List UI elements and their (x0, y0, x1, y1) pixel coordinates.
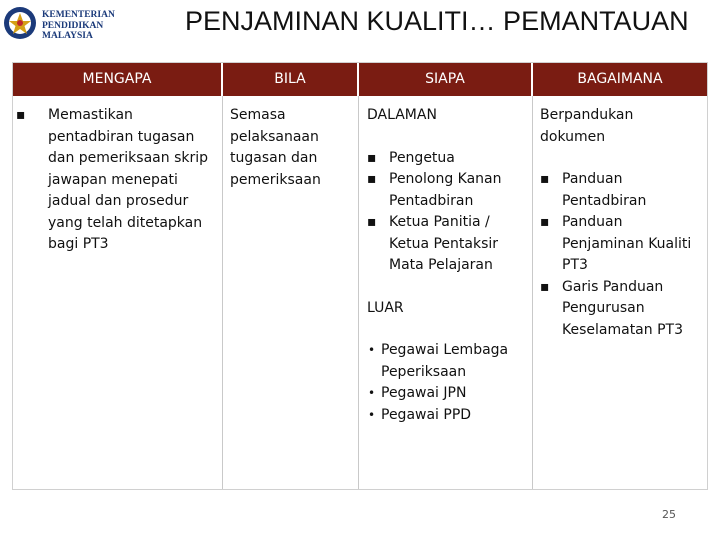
dalaman-label: DALAMAN (367, 107, 437, 123)
dalaman-item: ▪ Ketua Panitia / Ketua Pentaksir Mata Pelajaran (367, 212, 527, 277)
ministry-logo (2, 4, 126, 42)
header-bila: BILA (222, 62, 358, 96)
bagaimana-item: ▪ Panduan Penjaminan Kualiti PT3 (540, 212, 700, 277)
header-mengapa: MENGAPA (12, 62, 222, 96)
luar-item: • Pegawai JPN (367, 383, 527, 405)
dalaman-item: ▪ Penolong Kanan Pentadbiran (367, 169, 527, 212)
mengapa-item: ▪ Memastikan pentadbiran tugasan dan pemeriksaan skrip jawapan menepati jadual dan prosedur yang telah ditetapkan bagi PT3 (16, 105, 212, 256)
bagaimana-intro: Berpandukan dokumen (540, 107, 634, 145)
luar-item: • Pegawai Lembaga Peperiksaan (367, 340, 527, 383)
bagaimana-item: ▪ Garis Panduan Pengurusan Keselamatan PT3 (540, 277, 700, 342)
header-siapa: SIAPA (358, 62, 532, 96)
bagaimana-item: ▪ Panduan Pentadbiran (540, 169, 700, 212)
header-bagaimana: BAGAIMANA (532, 62, 708, 96)
logo-wordmark (42, 10, 115, 42)
page-number: 25 (662, 508, 676, 521)
luar-label: LUAR (367, 299, 404, 316)
logo-line-3: MALAYSIA (42, 31, 93, 41)
ministry-crest-icon (2, 4, 38, 42)
dalaman-item: ▪ Pengetua (367, 148, 527, 170)
slide-title: PENJAMINAN KUALITI… PEMANTAUAN (185, 6, 689, 36)
logo-line-2: PENDIDIKAN (42, 20, 104, 31)
luar-item: • Pegawai PPD (367, 405, 527, 427)
bila-cell: Semasa pelaksanaan tugasan dan pemeriksaan (230, 107, 321, 188)
logo-line-1: KEMENTERIAN (42, 10, 115, 20)
table-border (12, 62, 708, 490)
